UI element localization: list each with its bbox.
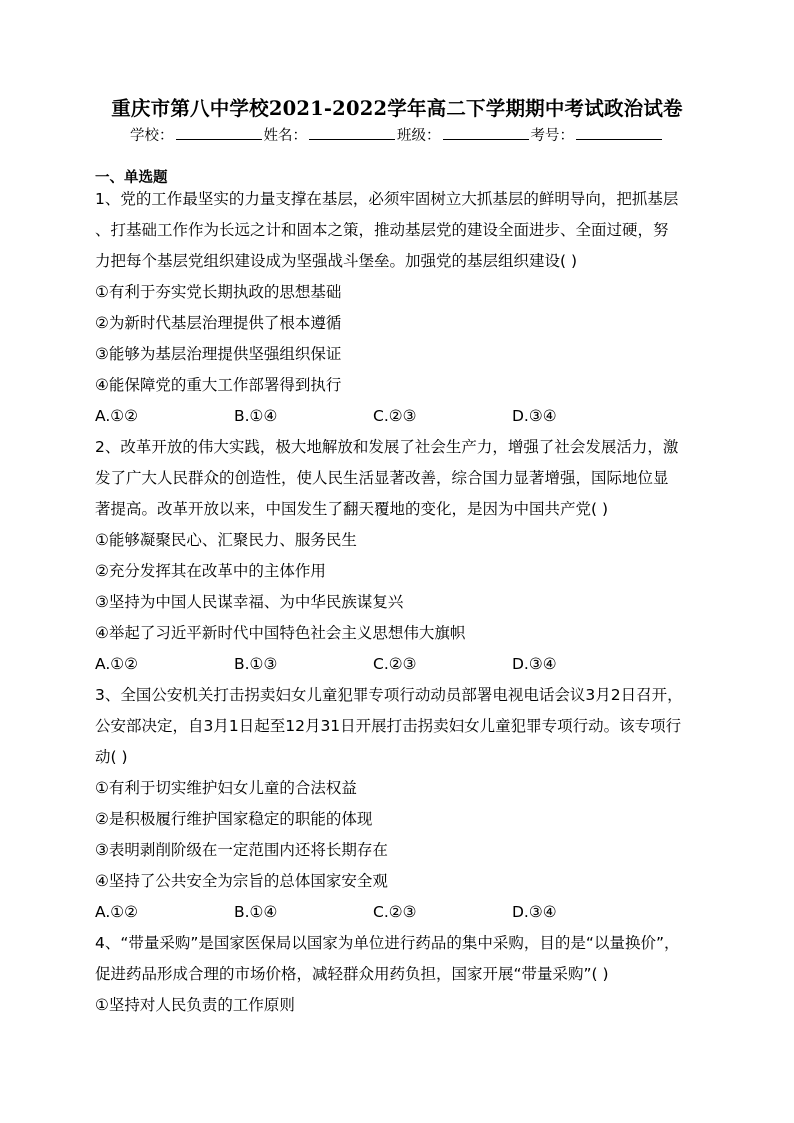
option-c[interactable]: C.②③ [373,903,417,921]
statement-item: ④举起了习近平新时代中国特色社会主义思想伟大旗帜 [95,624,466,642]
question-stem-line: 1、党的工作最坚实的力量支撑在基层，必须牢固树立大抓基层的鲜明导向，把抓基层 [95,190,679,208]
statement-item: ③表明剥削阶级在一定范围内还将长期存在 [95,841,388,859]
answer-options [95,649,699,680]
option-b[interactable]: B.①③ [234,655,278,673]
option-c[interactable]: C.②③ [373,655,417,673]
statement-item: ③坚持为中国人民谋幸福、为中华民族谋复兴 [95,593,404,611]
question-stem-line: 促进药品形成合理的市场价格，减轻群众用药负担，国家开展“带量采购”( ) [95,965,609,983]
question-stem-line: 3、全国公安机关打击拐卖妇女儿童犯罪专项行动动员部署电视电话会议3月2日召开， [95,686,683,704]
statement-item: ②是积极履行维护国家稳定的职能的体现 [95,810,373,828]
statement-item: ①坚持对人民负责的工作原则 [95,996,295,1014]
statement-item: ②为新时代基层治理提供了根本遵循 [95,314,342,332]
school-label: 学校： [130,128,174,144]
question-stem-line: 著提高。改革开放以来，中国发生了翻天覆地的变化，是因为中国共产党( ) [95,500,609,518]
question [95,928,699,1021]
class-label: 班级： [397,128,441,144]
question-stem-line: 4、“带量采购”是国家医保局以国家为单位进行药品的集中采购，目的是“以量换价”， [95,934,680,952]
question [95,432,699,680]
name-label: 姓名： [263,128,307,144]
statement-item: ④坚持了公共安全为宗旨的总体国家安全观 [95,872,388,890]
statement-item: ②充分发挥其在改革中的主体作用 [95,562,326,580]
answer-options [95,897,699,928]
option-d[interactable]: D.③④ [512,407,557,425]
student-info-line [0,124,794,145]
option-a[interactable]: A.①② [95,903,139,921]
school-blank[interactable] [176,125,262,140]
id-blank[interactable] [576,125,662,140]
statement-item: ①有利于夯实党长期执政的思想基础 [95,283,342,301]
option-d[interactable]: D.③④ [512,655,557,673]
option-a[interactable]: A.①② [95,655,139,673]
question [95,680,699,928]
question-stem-line: 、打基础工作作为长远之计和固本之策，推动基层党的建设全面进步、全面过硬，努 [95,221,669,239]
option-b[interactable]: B.①④ [234,903,278,921]
question-stem-line: 力把每个基层党组织建设成为坚强战斗堡垒。加强党的基层组织建设( ) [95,252,578,270]
section-title: 一、单选题 [95,170,168,186]
question-stem-line: 公安部决定，自3月1日起至12月31日开展打击拐卖妇女儿童犯罪专项行动。该专项行 [95,717,682,735]
option-c[interactable]: C.②③ [373,407,417,425]
answer-options [95,401,699,432]
statement-item: ④能保障党的重大工作部署得到执行 [95,376,342,394]
option-a[interactable]: A.①② [95,407,139,425]
questions-container [95,184,699,1021]
question-stem-line: 动( ) [95,748,128,766]
option-d[interactable]: D.③④ [512,903,557,921]
class-blank[interactable] [443,125,529,140]
statement-item: ①能够凝聚民心、汇聚民力、服务民生 [95,531,357,549]
option-b[interactable]: B.①④ [234,407,278,425]
statement-item: ①有利于切实维护妇女儿童的合法权益 [95,779,357,797]
exam-title: 重庆市第八中学校2021-2022学年高二下学期期中考试政治试卷 [111,97,683,120]
id-label: 考号： [530,128,574,144]
question [95,184,699,432]
question-stem-line: 发了广大人民群众的创造性，使人民生活显著改善，综合国力显著增强，国际地位显 [95,469,669,487]
statement-item: ③能够为基层治理提供坚强组织保证 [95,345,342,363]
name-blank[interactable] [309,125,395,140]
question-stem-line: 2、改革开放的伟大实践，极大地解放和发展了社会生产力，增强了社会发展活力，激 [95,438,679,456]
